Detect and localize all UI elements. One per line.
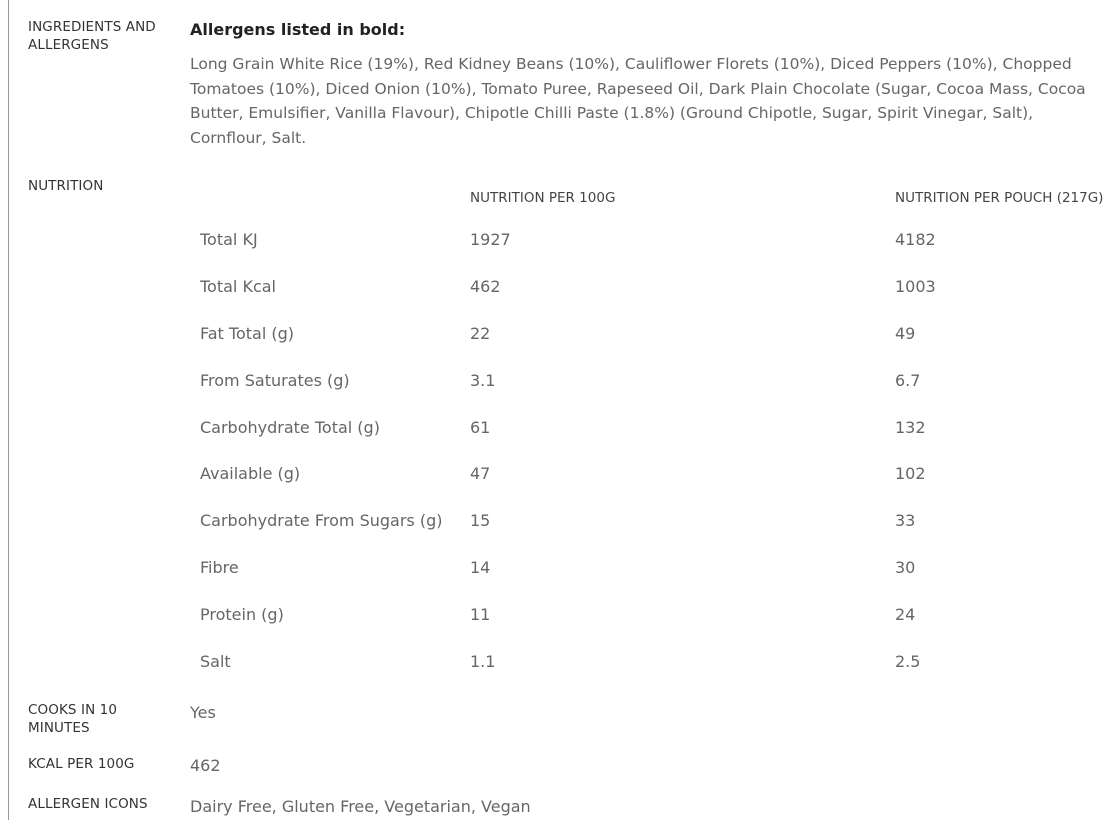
nutrition-row — [0, 509, 1112, 533]
nutrient-per-100g: 11 — [470, 605, 491, 624]
nutrient-per-100g: 15 — [470, 511, 491, 530]
nutrient-per-pouch: 30 — [895, 558, 916, 577]
allergen-icons-label: ALLERGEN ICONS — [28, 796, 148, 812]
nutrient-per-100g: 22 — [470, 324, 491, 343]
nutrition-header-per-pouch: NUTRITION PER POUCH (217G) — [895, 190, 1104, 206]
nutrition-row — [0, 275, 1112, 299]
nutrient-per-pouch: 6.7 — [895, 371, 921, 390]
ingredients-label: INGREDIENTS AND ALLERGENS — [28, 19, 156, 53]
nutrient-per-100g: 3.1 — [470, 371, 496, 390]
nutrient-name: Fibre — [200, 558, 239, 577]
nutrition-row — [0, 369, 1112, 393]
cooks-in-10-label: COOKS IN 10 MINUTES — [28, 702, 118, 736]
nutrient-per-100g: 14 — [470, 558, 491, 577]
nutrient-per-100g: 47 — [470, 464, 491, 483]
nutrient-name: Total KJ — [200, 230, 258, 249]
nutrient-per-100g: 1.1 — [470, 652, 496, 671]
nutrition-row — [0, 650, 1112, 674]
allergen-icons-value: Dairy Free, Gluten Free, Vegetarian, Vegan — [190, 797, 531, 816]
ingredients-text: Long Grain White Rice (19%), Red Kidney Beans (10%), Cauliflower Florets (10%), Diced Peppers (10%), Chopped Tomatoes (10%), Diced Onion (10%), Tomato Puree, Rapeseed Oil, Dark Plain Chocolate (Sugar, Cocoa Mass, Cocoa Butter, Emulsifier, Vanilla Flavour), Chipotle Chilli Paste (1.8%) (Ground Chipotle, Sugar, Spirit Vinegar, Salt), Cornflour, Salt. — [190, 55, 1086, 147]
nutrition-row — [0, 603, 1112, 627]
nutrition-row — [0, 462, 1112, 486]
nutrition-row — [0, 228, 1112, 252]
nutrition-row — [0, 322, 1112, 346]
allergens-heading: Allergens listed in bold: — [190, 20, 406, 39]
nutrient-per-pouch: 49 — [895, 324, 916, 343]
nutrient-per-pouch: 33 — [895, 511, 916, 530]
nutrient-per-100g: 462 — [470, 277, 501, 296]
kcal-per-100g-value: 462 — [190, 756, 221, 775]
nutrient-per-pouch: 24 — [895, 605, 916, 624]
nutrition-row — [0, 556, 1112, 580]
nutrient-name: Carbohydrate Total (g) — [200, 418, 380, 437]
nutrient-per-100g: 1927 — [470, 230, 511, 249]
cooks-in-10-value: Yes — [190, 703, 216, 722]
nutrient-per-100g: 61 — [470, 418, 491, 437]
nutrient-per-pouch: 102 — [895, 464, 926, 483]
nutrient-name: Salt — [200, 652, 231, 671]
nutrition-label: NUTRITION — [28, 178, 104, 194]
left-border-line — [8, 0, 9, 820]
nutrient-name: Protein (g) — [200, 605, 284, 624]
nutrient-name: Fat Total (g) — [200, 324, 294, 343]
nutrient-per-pouch: 132 — [895, 418, 926, 437]
nutrient-per-pouch: 4182 — [895, 230, 936, 249]
nutrient-per-pouch: 2.5 — [895, 652, 921, 671]
kcal-per-100g-label: KCAL PER 100G — [28, 756, 135, 772]
nutrient-per-pouch: 1003 — [895, 277, 936, 296]
nutrition-row — [0, 416, 1112, 440]
nutrient-name: Carbohydrate From Sugars (g) — [200, 511, 443, 530]
nutrition-header-per-100g: NUTRITION PER 100G — [470, 190, 616, 206]
nutrient-name: Total Kcal — [200, 277, 276, 296]
nutrient-name: From Saturates (g) — [200, 371, 350, 390]
nutrient-name: Available (g) — [200, 464, 301, 483]
